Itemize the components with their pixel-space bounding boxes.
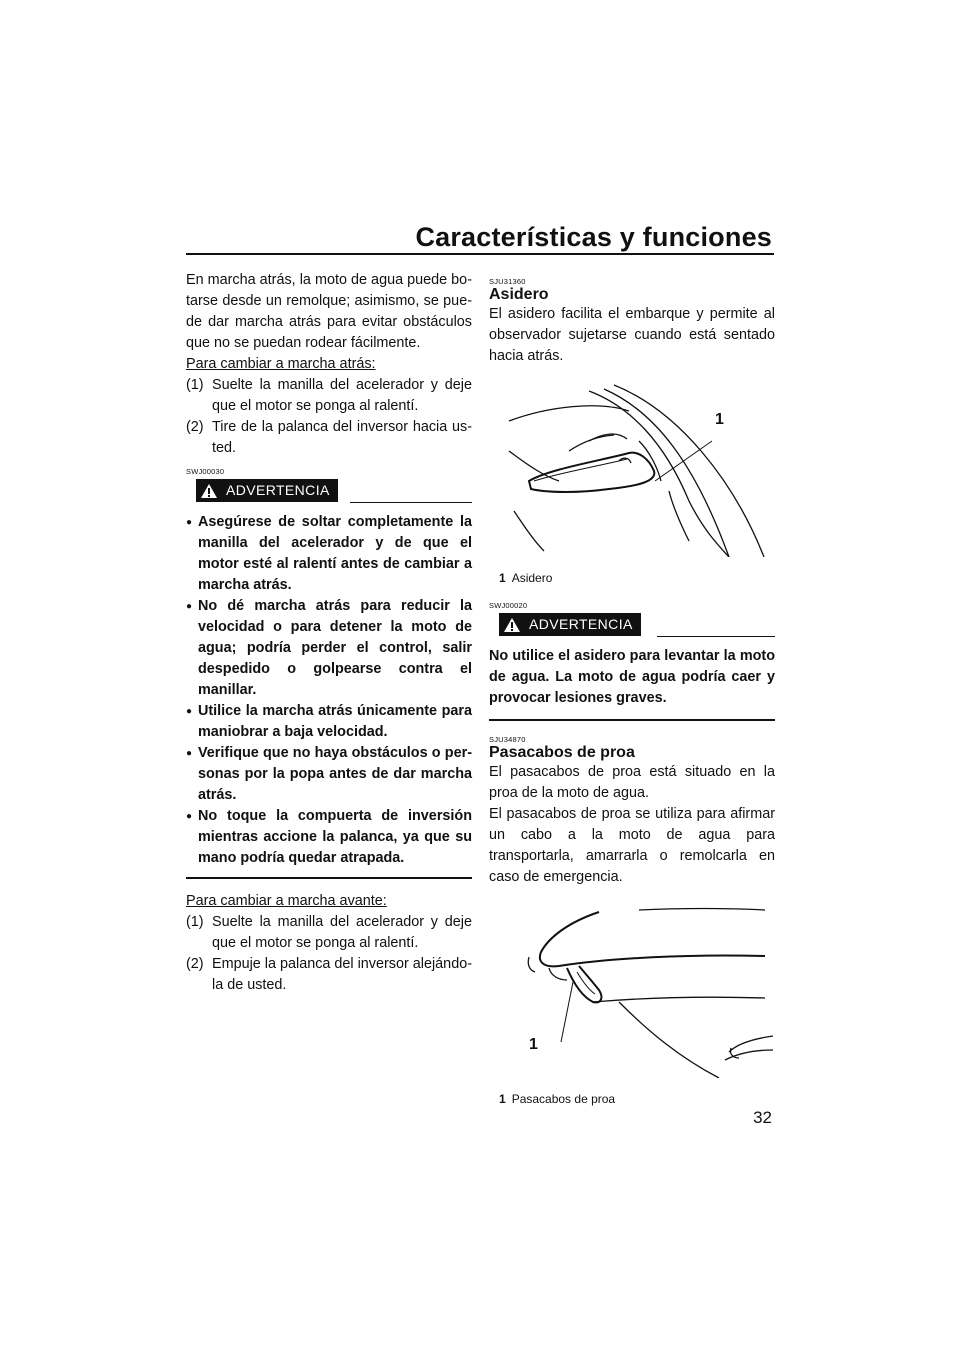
bullet-dot: ● <box>186 601 193 612</box>
bullet-dot: ● <box>186 748 193 759</box>
step-number: (2) <box>186 955 204 972</box>
warning-item-text: Utilice la marcha atrás únicamente para maniobrar a baja velocidad. <box>198 703 472 740</box>
warning-header <box>186 479 472 503</box>
warning-item <box>186 701 472 743</box>
eye-paragraph-1: El pasacabos de proa está situado en la proa de la moto de agua. <box>489 763 775 801</box>
grip-caption <box>489 568 775 589</box>
eye-caption <box>489 1089 775 1110</box>
warning-item-text: Verifique que no haya obstáculos o personas por la popa antes de dar marcha atrás. <box>198 745 472 803</box>
warning-item <box>186 596 472 701</box>
warning-rule <box>657 636 775 638</box>
warning-item-text: No dé marcha atrás para reducir la velocidad o para detener la moto de agua; podría perder el control, salir despedido o golpearse contra el manillar. <box>198 598 472 698</box>
grip-paragraph: El asidero facilita el embarque y permite al observador sujetarse cuando está sentado hacia atrás. <box>489 306 775 364</box>
eye-paragraph-2: El pasacabos de proa se utiliza para afirmar un cabo a la moto de agua para transportarla, amarrarla o remolcarla en caso de emergencia. <box>489 805 775 885</box>
step-number: (2) <box>186 419 204 435</box>
grip-illustration <box>489 381 775 557</box>
reverse-step <box>186 417 472 459</box>
intro-paragraph: En marcha atrás, la moto de agua puede botarse desde un remolque; asimismo, se puede dar marcha atrás para evitar obstáculos que no se puedan rodear fácilmente. <box>186 272 472 351</box>
grip-figure <box>489 381 775 589</box>
warning-end-rule <box>489 719 775 721</box>
caption-number: 1 <box>499 1091 506 1106</box>
warning-badge <box>499 613 641 636</box>
eye-figure <box>489 902 775 1110</box>
step-number: (1) <box>186 377 204 393</box>
warning-label: ADVERTENCIA <box>529 616 633 632</box>
warning-item-text: Asegúrese de soltar completamente la manilla del acelerador y de que el motor esté al ralentí antes de cambiar a marcha atrás. <box>198 514 472 593</box>
step-number: (1) <box>186 913 204 930</box>
page-number: 32 <box>753 1108 772 1127</box>
warning-end-rule <box>186 877 472 879</box>
step-text: Empuje la palanca del inversor alejándola de usted. <box>212 955 472 993</box>
caption-text: Asidero <box>511 571 553 585</box>
warning-header <box>489 613 775 637</box>
warning-triangle-icon <box>503 617 521 633</box>
page-header-title: Características y funciones <box>415 222 772 252</box>
warning-badge <box>196 479 338 502</box>
warning-rule <box>350 502 472 504</box>
grip-callout: 1 <box>715 411 724 428</box>
reverse-heading: Para cambiar a marcha atrás: <box>186 356 376 372</box>
grip-warning-text: No utilice el asidero para levantar la moto de agua. La moto de agua podría caer y provocar lesiones graves. <box>489 648 775 706</box>
bullet-dot: ● <box>186 811 193 822</box>
forward-heading: Para cambiar a marcha avante: <box>186 892 387 909</box>
warning-code: SWJ00030 <box>186 467 225 476</box>
left-column <box>186 270 472 996</box>
section-code: SJU34870 <box>489 734 526 744</box>
caption-text: Pasacabos de proa <box>511 1091 616 1106</box>
forward-step <box>186 912 472 954</box>
right-column <box>489 270 775 1110</box>
step-text: Suelte la manilla del acelerador y deje que el motor se ponga al ralentí. <box>212 377 472 414</box>
step-text: Tire de la palanca del inversor hacia usted. <box>212 419 472 456</box>
eye-callout: 1 <box>529 1035 538 1053</box>
bullet-dot: ● <box>186 517 193 528</box>
warning-item <box>186 743 472 806</box>
section-code: SJU31360 <box>489 277 526 286</box>
caption-number: 1 <box>499 571 506 585</box>
warning-item <box>186 806 472 869</box>
grip-heading: Asidero <box>489 286 549 303</box>
warning-content <box>186 512 472 869</box>
header-rule <box>186 253 774 255</box>
eye-heading: Pasacabos de proa <box>489 743 635 761</box>
reverse-step <box>186 375 472 417</box>
step-text: Suelte la manilla del acelerador y deje que el motor se ponga al ralentí. <box>212 913 472 951</box>
forward-step <box>186 954 472 996</box>
warning-item-text: No toque la compuerta de inversión mientras accione la palanca, ya que su mano podría quedar atrapada. <box>198 808 472 866</box>
bullet-dot: ● <box>186 706 193 717</box>
warning-label: ADVERTENCIA <box>226 482 330 498</box>
warning-item <box>186 512 472 596</box>
warning-code: SWJ00020 <box>489 601 528 610</box>
warning-triangle-icon <box>200 483 218 499</box>
